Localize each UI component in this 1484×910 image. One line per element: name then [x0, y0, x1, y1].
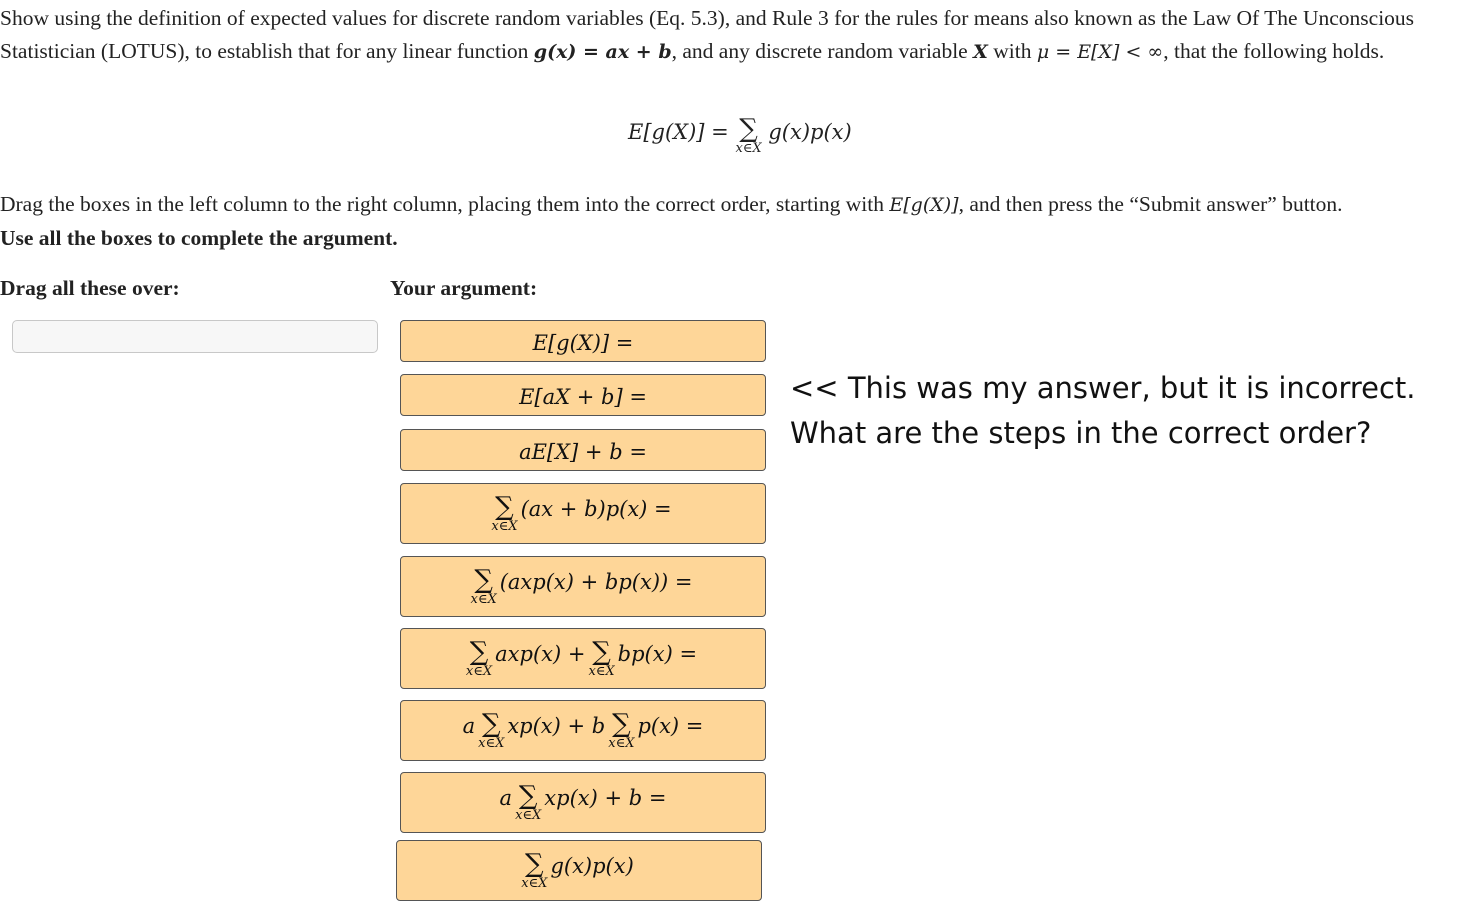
sum-subscript: x∈X [478, 735, 505, 751]
prompt-text-3: with [987, 38, 1037, 63]
argument-step-9[interactable] [396, 840, 762, 901]
summation [521, 848, 548, 891]
sigma-symbol: ∑ [469, 636, 489, 667]
step-expression [497, 780, 670, 823]
step-expression [460, 708, 707, 751]
target-equation [628, 116, 888, 172]
step-expression [465, 636, 700, 679]
sigma-symbol: ∑ [739, 114, 758, 144]
step-text: E[aX + b] = [519, 384, 647, 409]
sum-subscript: x∈X [465, 663, 493, 679]
summation [478, 708, 505, 751]
sum-subscript: x∈X [515, 807, 542, 823]
summation [735, 116, 761, 156]
note-line-1: << This was my answer, but it is incorrect. [790, 371, 1416, 405]
instructions-text-1: Drag the boxes in the left column to the right column, placing them into the correct order, starting with [0, 192, 890, 216]
sum-subscript: x∈X [608, 735, 635, 751]
step-text: bp(x) = [617, 641, 698, 666]
step-text: axp(x) + [495, 641, 586, 666]
argument-step-8[interactable] [400, 772, 766, 833]
step-expression [470, 564, 696, 607]
instructions [0, 188, 1470, 255]
sigma-symbol: ∑ [481, 708, 501, 739]
summation [608, 708, 635, 751]
argument-step-3[interactable] [400, 429, 766, 471]
question-prompt [0, 2, 1470, 68]
argument-step-4[interactable] [400, 483, 766, 544]
instructions-expression: E[g(X)] [889, 194, 959, 216]
step-text: a [499, 785, 513, 810]
linear-function: g(x) = ax + b [533, 40, 672, 63]
sum-subscript: x∈X [521, 875, 548, 891]
note-line-2: What are the steps in the correct order? [790, 416, 1372, 450]
step-expression [516, 437, 650, 464]
sigma-symbol: ∑ [612, 708, 631, 739]
argument-step-1[interactable] [400, 320, 766, 362]
instructions-text-2: , and then press the “Submit answer” button. [958, 192, 1343, 216]
step-text: xp(x) + b [507, 713, 606, 738]
equation-rhs: g(x)p(x) [768, 120, 852, 144]
equation-lhs: E[g(X)] = [628, 120, 729, 144]
prompt-text-1: Show using the definition of expected values for discrete random variables (Eq. 5.3), and Rule 3 for the rules for means also known as the Law Of The Unconscious Statistician (LOTUS), to establish that for any linear function [0, 6, 1415, 63]
argument-step-6[interactable] [400, 628, 766, 689]
summation [515, 780, 542, 823]
step-text: E[g(X)] = [532, 330, 634, 355]
mean-condition: μ = E[X] < ∞ [1036, 40, 1164, 63]
sigma-symbol: ∑ [592, 636, 611, 667]
summation [588, 636, 615, 679]
user-note [790, 366, 1470, 456]
step-expression [521, 848, 637, 891]
summation [491, 491, 518, 534]
sigma-symbol: ∑ [495, 491, 514, 522]
argument-step-7[interactable] [400, 700, 766, 761]
argument-step-2[interactable] [400, 374, 766, 416]
summation [465, 636, 493, 679]
sum-subscript: x∈X [491, 518, 518, 534]
step-text: (ax + b)p(x) = [520, 496, 672, 521]
prompt-text-4: , that the following holds. [1163, 38, 1385, 63]
step-expression [491, 491, 674, 534]
prompt-text-2: , and any discrete random variable [671, 38, 974, 63]
step-text: g(x)p(x) [550, 853, 634, 878]
random-variable-symbol: X [973, 40, 988, 63]
step-text: p(x) = [637, 713, 704, 738]
sum-subscript: x∈X [588, 663, 615, 679]
step-expression [516, 382, 650, 409]
sigma-symbol: ∑ [474, 564, 493, 595]
step-expression [530, 328, 637, 355]
step-text: aE[X] + b = [519, 439, 647, 464]
sum-subscript: x∈X [735, 141, 762, 156]
summation [470, 564, 497, 607]
sigma-symbol: ∑ [518, 780, 538, 811]
step-text: a [462, 713, 476, 738]
instructions-bold: Use all the boxes to complete the argument. [0, 226, 398, 250]
left-column-title: Drag all these over: [0, 276, 180, 300]
step-text: xp(x) + b = [544, 785, 667, 810]
sigma-symbol: ∑ [525, 848, 544, 879]
right-column-title: Your argument: [390, 276, 538, 300]
argument-step-5[interactable] [400, 556, 766, 617]
step-text: (axp(x) + bp(x)) = [499, 569, 693, 594]
source-drop-zone[interactable] [12, 320, 378, 353]
sum-subscript: x∈X [470, 591, 497, 607]
